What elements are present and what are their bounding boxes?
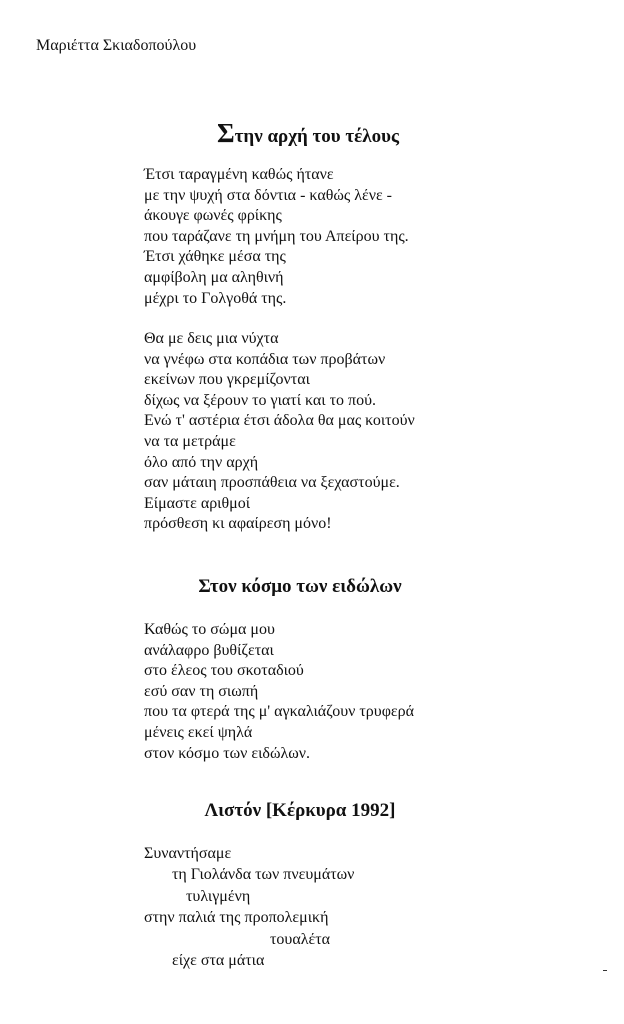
- verse-line: σαν μάταιη προσπάθεια να ξεχαστούμε.: [144, 474, 400, 492]
- verse-line: που ταράζανε τη μνήμη του Απείρου της.: [144, 227, 409, 245]
- verse-line: να τα μετράμε: [144, 432, 236, 450]
- verse-line: Θα με δεις μια νύχτα: [144, 330, 279, 347]
- verse-line: να γνέφω στα κοπάδια των προβάτων: [144, 350, 386, 368]
- verse-line: Έτσι ταραγμένη καθώς ήτανε: [144, 166, 334, 183]
- verse-line: εσύ σαν τη σιωπή: [144, 682, 259, 700]
- poem-3-stanza-1: [144, 843, 354, 971]
- verse-line: άκουγε φωνές φρίκης: [144, 207, 282, 225]
- verse-line: Είμαστε αριθμοί: [144, 494, 251, 512]
- verse-line: ανάλαφρο βυθίζεται: [144, 641, 274, 659]
- verse-line: εκείνων που γκρεμίζονται: [144, 371, 310, 389]
- verse-line: πρόσθεση κι αφαίρεση μόνο!: [144, 515, 332, 533]
- verse-line: τη Γιολάνδα των πνευμάτων: [172, 866, 355, 884]
- verse-line: Καθώς το σώμα μου: [144, 621, 275, 638]
- verse-line: δίχως να ξέρουν το γιατί και το πού.: [144, 391, 377, 409]
- verse-line: στον κόσμο των ειδώλων.: [144, 744, 311, 762]
- page-mark: [603, 970, 607, 971]
- verse-line: Ενώ τ' αστέρια έτσι άδολα θα μας κοιτούν: [144, 412, 415, 430]
- verse-line: με την ψυχή στα δόντια - καθώς λένε -: [144, 186, 392, 204]
- verse-line: Έτσι χάθηκε μέσα της: [144, 248, 286, 266]
- poem-title-1: [8, 118, 608, 149]
- verse-line: τουαλέτα: [270, 930, 331, 948]
- verse-line: όλο από την αρχή: [144, 453, 259, 471]
- verse-line: στο έλεος του σκοταδιού: [144, 662, 304, 680]
- poem-1-stanza-1: [144, 165, 409, 309]
- verse-line: που τα φτερά της μ' αγκαλιάζουν τρυφερά: [144, 703, 415, 721]
- verse-line: στην παλιά της προπολεμική: [144, 909, 329, 927]
- verse-line: Συναντήσαμε: [144, 845, 232, 862]
- poem-title-3: Λιστόν [Κέρκυρα 1992]: [204, 800, 396, 821]
- author-name: Μαριέττα Σκιαδοπούλου: [36, 37, 197, 54]
- verse-line: μένεις εκεί ψηλά: [144, 723, 253, 741]
- poem-1-stanza-2: [144, 329, 415, 535]
- poem-title-2: Στον κόσμο των ειδώλων: [198, 576, 402, 597]
- verse-line: αμφίβολη μα αληθινή: [144, 268, 284, 286]
- title-text: την αρχή του τέλους: [234, 126, 399, 147]
- verse-line: μέχρι το Γολγοθά της.: [144, 289, 287, 307]
- title-drop-initial: Σ: [217, 118, 235, 148]
- verse-line: είχε στα μάτια: [172, 951, 265, 969]
- poem-2-stanza-1: [144, 620, 414, 764]
- verse-line: τυλιγμένη: [186, 887, 251, 905]
